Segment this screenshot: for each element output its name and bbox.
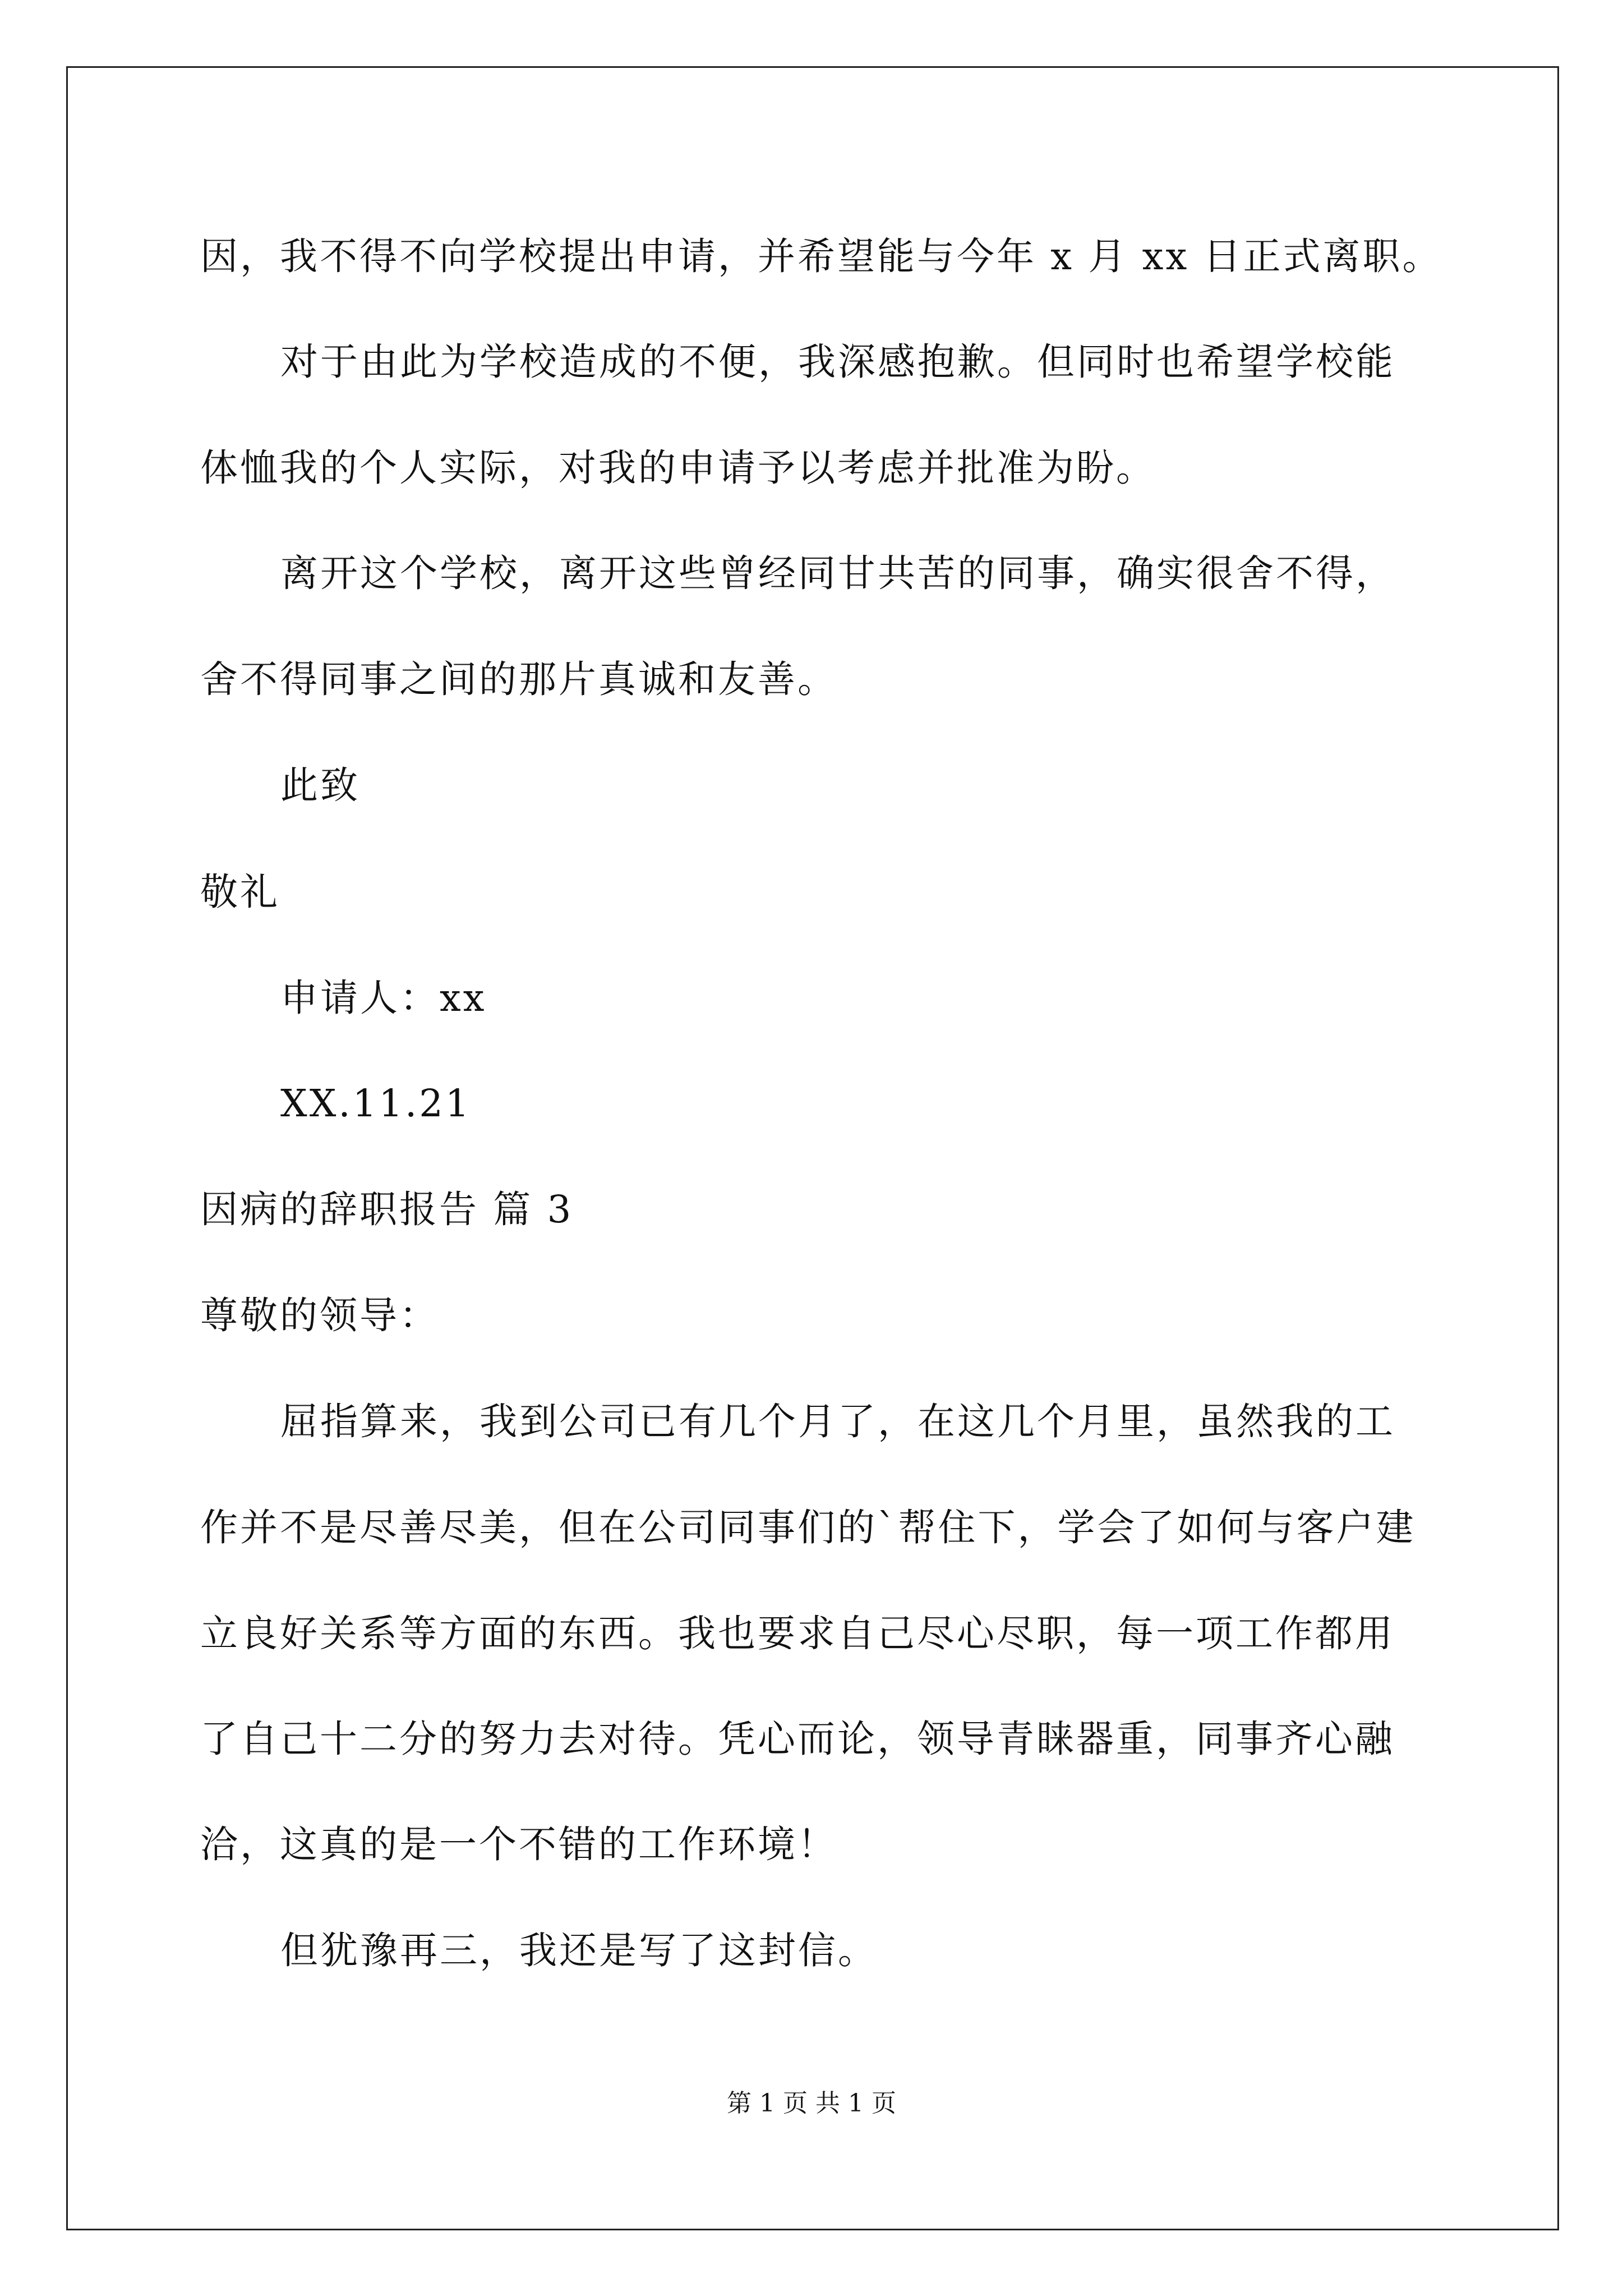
text-line: 了自己十二分的努力去对待。凭心而论，领导青睐器重，同事齐心融 bbox=[200, 1717, 1395, 1761]
text-line: 立良好关系等方面的东西。我也要求自己尽心尽职，每一项工作都用 bbox=[200, 1612, 1395, 1655]
text-line: 洽，这真的是一个不错的工作环境！ bbox=[200, 1823, 837, 1866]
letter-date: XX.11.21 bbox=[280, 1082, 472, 1125]
closing-regards: 敬礼 bbox=[200, 870, 280, 914]
section-title: 因病的辞职报告 篇 3 bbox=[200, 1188, 574, 1231]
page-border bbox=[66, 66, 1559, 2230]
text-line: 屈指算来，我到公司已有几个月了，在这几个月里，虽然我的工 bbox=[280, 1400, 1395, 1443]
page-footer: 第 1 页 共 1 页 bbox=[727, 2089, 896, 2118]
text-line: 但犹豫再三，我还是写了这封信。 bbox=[280, 1929, 878, 1972]
text-line: 对于由此为学校造成的不便，我深感抱歉。但同时也希望学校能 bbox=[280, 340, 1395, 384]
text-line: 作并不是尽善尽美，但在公司同事们的`帮住下，学会了如何与客户建 bbox=[200, 1506, 1416, 1549]
text-line: 因，我不得不向学校提出申请，并希望能与今年 x 月 xx 日正式离职。 bbox=[200, 234, 1442, 278]
text-line: 离开这个学校，离开这些曾经同甘共苦的同事，确实很舍不得， bbox=[280, 551, 1395, 595]
text-line: 舍不得同事之间的那片真诚和友善。 bbox=[200, 657, 837, 701]
text-line: 体恤我的个人实际，对我的申请予以考虑并批准为盼。 bbox=[200, 446, 1156, 490]
closing-salutation: 此致 bbox=[280, 763, 360, 807]
letter-greeting: 尊敬的领导： bbox=[200, 1294, 439, 1337]
applicant-signature: 申请人：xx bbox=[280, 976, 487, 1020]
